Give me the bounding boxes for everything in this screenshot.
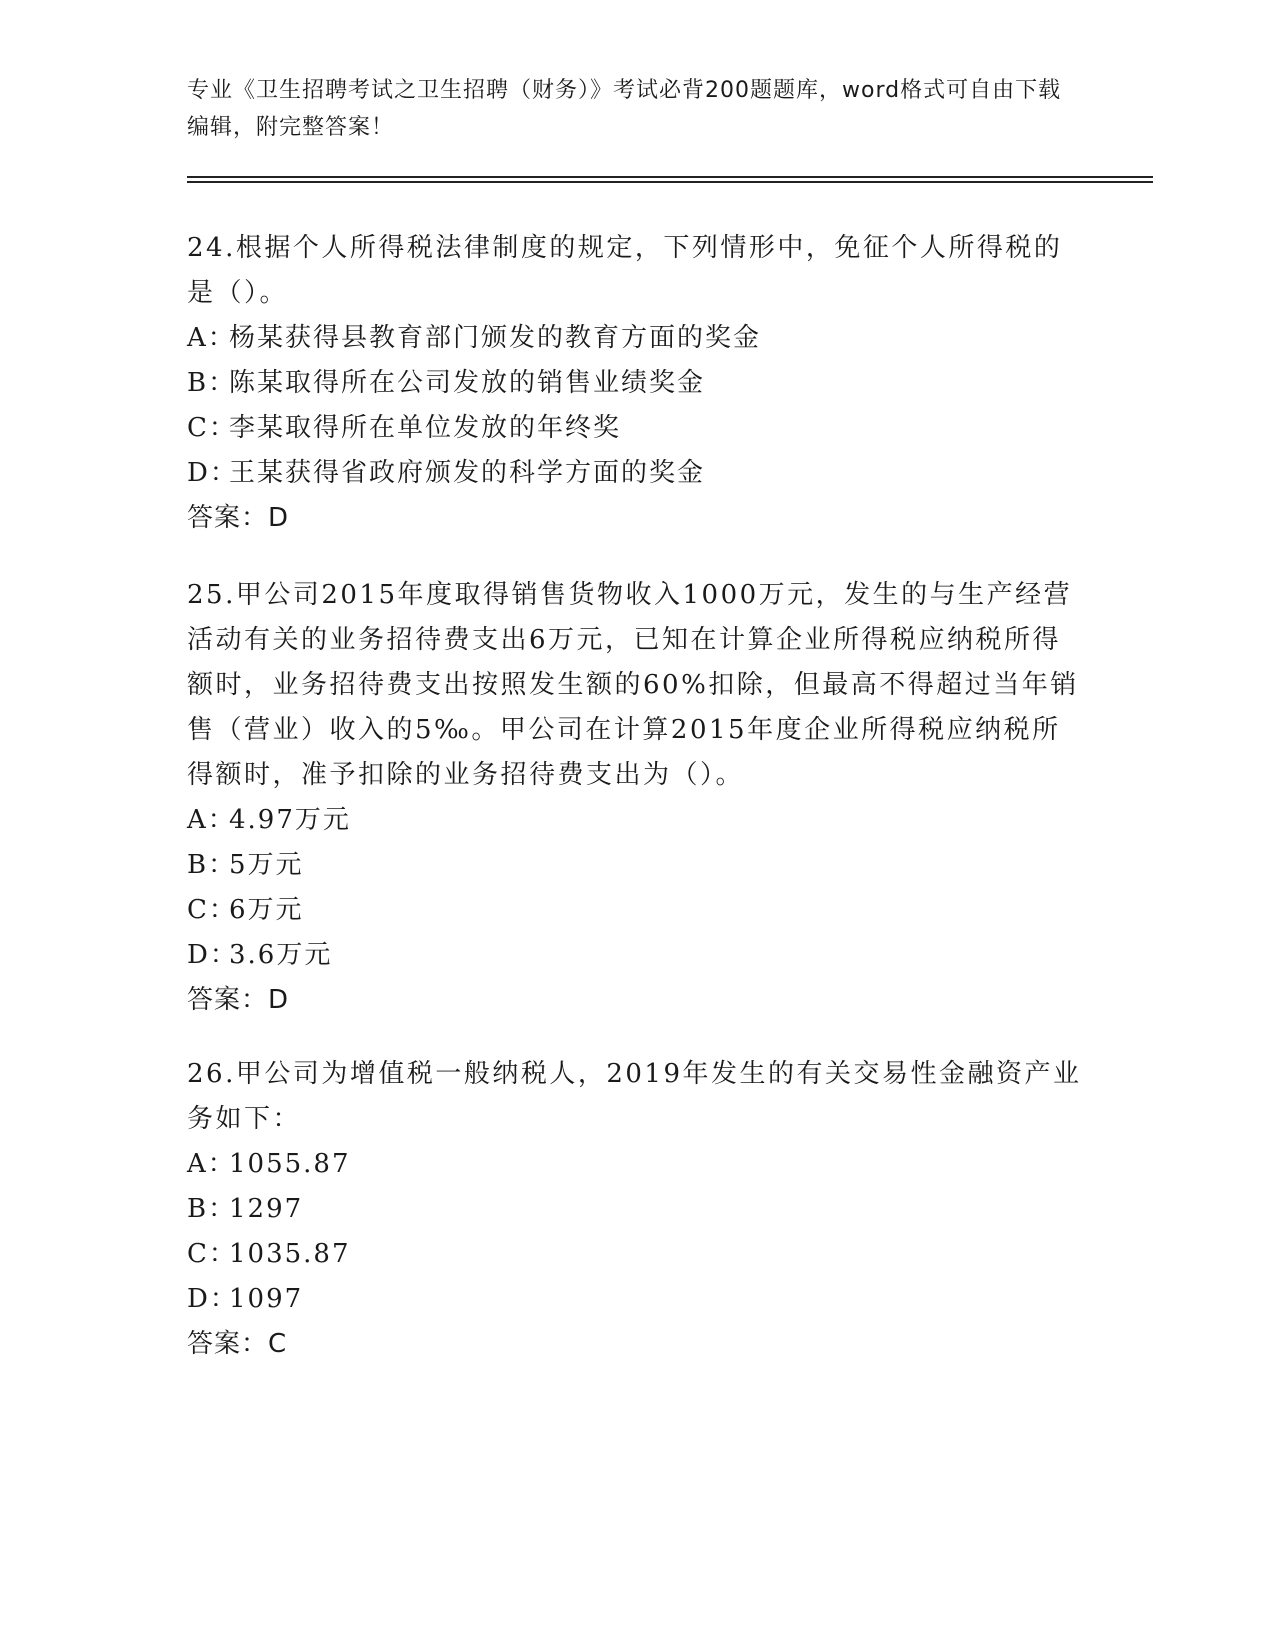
question-25 (187, 573, 1087, 1023)
option-text: 李某取得所在单位发放的年终奖 (229, 413, 622, 443)
option-key: C： (187, 1239, 237, 1269)
option-c (187, 1232, 1087, 1277)
option-c (187, 406, 1087, 451)
option-text: 1035.87 (229, 1239, 351, 1269)
option-b (187, 361, 1087, 406)
option-text: 5万元 (229, 850, 304, 880)
option-key: C： (187, 895, 237, 925)
answer: 答案：C (187, 1329, 288, 1359)
document-header: 专业《卫生招聘考试之卫生招聘（财务）》考试必背200题题库，word格式可自由下载编辑，附完整答案！ (187, 78, 1062, 140)
option-key: B： (187, 1194, 237, 1224)
answer: 答案：D (187, 985, 290, 1015)
option-a (187, 798, 1087, 843)
question-24 (187, 226, 1087, 541)
option-key: D： (187, 1284, 238, 1314)
question-stem: 25.甲公司2015年度取得销售货物收入1000万元，发生的与生产经营活动有关的业务招待费支出6万元，已知在计算企业所得税应纳税所得额时，业务招待费支出按照发生额的60%扣除，但最高不得超过当年销售（营业）收入的5‰。甲公司在计算2015年度企业所得税应纳税所得额时，准予扣除的业务招待费支出为（）。 (187, 580, 1079, 790)
option-text: 4.97万元 (229, 805, 351, 835)
option-a (187, 1142, 1087, 1187)
option-b (187, 843, 1087, 888)
option-key: C： (187, 413, 237, 443)
option-key: D： (187, 458, 238, 488)
option-text: 6万元 (229, 895, 304, 925)
option-a (187, 316, 1087, 361)
option-d (187, 451, 1087, 496)
option-d (187, 1277, 1087, 1322)
option-text: 3.6万元 (229, 940, 333, 970)
option-text: 杨某获得县教育部门颁发的教育方面的奖金 (229, 323, 762, 353)
question-stem: 26.甲公司为增值税一般纳税人，2019年发生的有关交易性金融资产业务如下： (187, 1059, 1082, 1134)
option-key: A： (187, 323, 236, 353)
option-text: 1097 (229, 1284, 304, 1314)
option-text: 1055.87 (229, 1149, 351, 1179)
option-d (187, 933, 1087, 978)
option-c (187, 888, 1087, 933)
option-key: B： (187, 850, 237, 880)
option-key: B： (187, 368, 237, 398)
option-text: 1297 (229, 1194, 304, 1224)
header-divider-bottom (187, 181, 1153, 183)
option-key: D： (187, 940, 238, 970)
question-26 (187, 1052, 1087, 1367)
question-stem: 24.根据个人所得税法律制度的规定，下列情形中，免征个人所得税的是（）。 (187, 233, 1063, 308)
option-text: 陈某取得所在公司发放的销售业绩奖金 (229, 368, 706, 398)
option-b (187, 1187, 1087, 1232)
option-key: A： (187, 1149, 236, 1179)
option-key: A： (187, 805, 236, 835)
header-divider-top (187, 176, 1153, 178)
answer: 答案：D (187, 503, 290, 533)
option-text: 王某获得省政府颁发的科学方面的奖金 (229, 458, 706, 488)
